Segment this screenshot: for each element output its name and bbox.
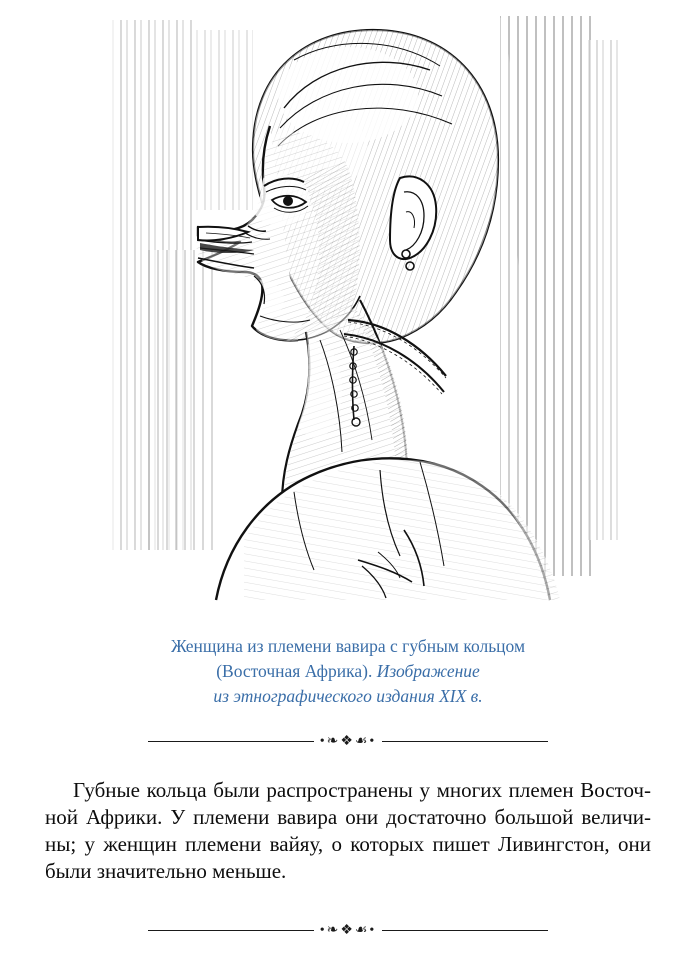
figure-caption xyxy=(68,634,628,709)
engraving-woman-with-lip-ring-svg xyxy=(48,0,648,625)
ornamental-divider-bottom xyxy=(148,920,548,942)
divider-ornament-icon: •❧❖☙• xyxy=(319,733,377,749)
caption-line-2 xyxy=(68,659,628,684)
caption-line-3: из этнографического издания XIX в. xyxy=(213,685,483,706)
divider-ornament-icon-bottom: •❧❖☙• xyxy=(319,922,377,938)
caption-line-2-regular: (Восточная Африка). xyxy=(216,660,373,681)
divider-rule-left-bottom xyxy=(148,930,314,931)
body-paragraph: Губные кольца были распространены у многих племен Восточной Африки. У племени вавира они достаточно большой величины; у женщин племени вайяу, о которых пишет Ливингстон, они были значительно меньше. xyxy=(45,777,651,884)
divider-rule-right-bottom xyxy=(382,930,548,931)
divider-rule-left xyxy=(148,741,314,742)
divider-rule-right xyxy=(382,741,548,742)
caption-line-2-italic: Изображение xyxy=(372,660,480,681)
ornamental-divider-top xyxy=(148,731,548,753)
caption-line-1: Женщина из племени вавира с губным кольцом xyxy=(170,636,526,656)
